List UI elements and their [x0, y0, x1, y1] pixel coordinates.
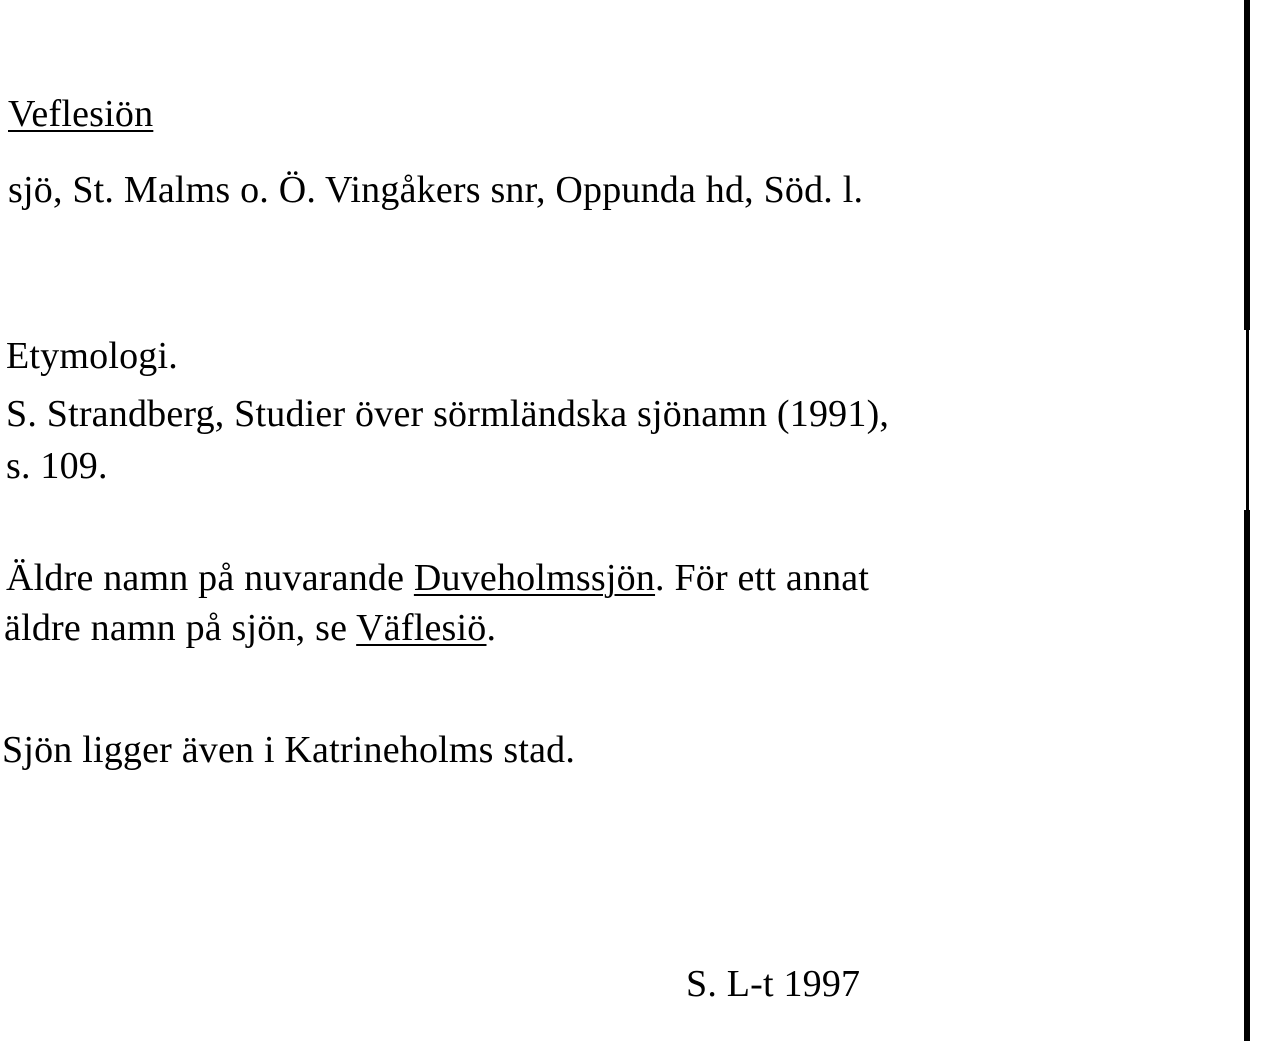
note-text-part3: äldre namn på sjön, se — [4, 607, 357, 649]
signature: S. L-t 1997 — [686, 963, 861, 1005]
headword: Veflesiön — [8, 93, 154, 135]
note-text-part4: . — [486, 607, 497, 649]
page-edge-border — [1246, 330, 1249, 510]
etymology-heading: Etymologi. — [6, 335, 178, 377]
vaflesio-link[interactable]: Väflesiö — [356, 607, 487, 649]
note-line2 — [4, 606, 496, 650]
location-line: sjö, St. Malms o. Ö. Vingåkers snr, Oppunda hd, Söd. l. — [8, 169, 864, 211]
note-line1 — [6, 556, 869, 600]
note-text-part1: Äldre namn på nuvarande — [6, 557, 414, 599]
extra-note: Sjön ligger även i Katrineholms stad. — [2, 729, 576, 771]
page-edge-border — [1244, 0, 1250, 330]
note-text-part2: . För ett annat — [655, 557, 870, 599]
duveholmssjon-link[interactable]: Duveholmssjön — [413, 557, 656, 599]
etymology-reference-line1: S. Strandberg, Studier över sörmländska sjönamn (1991), — [6, 393, 890, 435]
etymology-reference-line2: s. 109. — [6, 445, 108, 487]
page-edge-border — [1244, 510, 1250, 1041]
